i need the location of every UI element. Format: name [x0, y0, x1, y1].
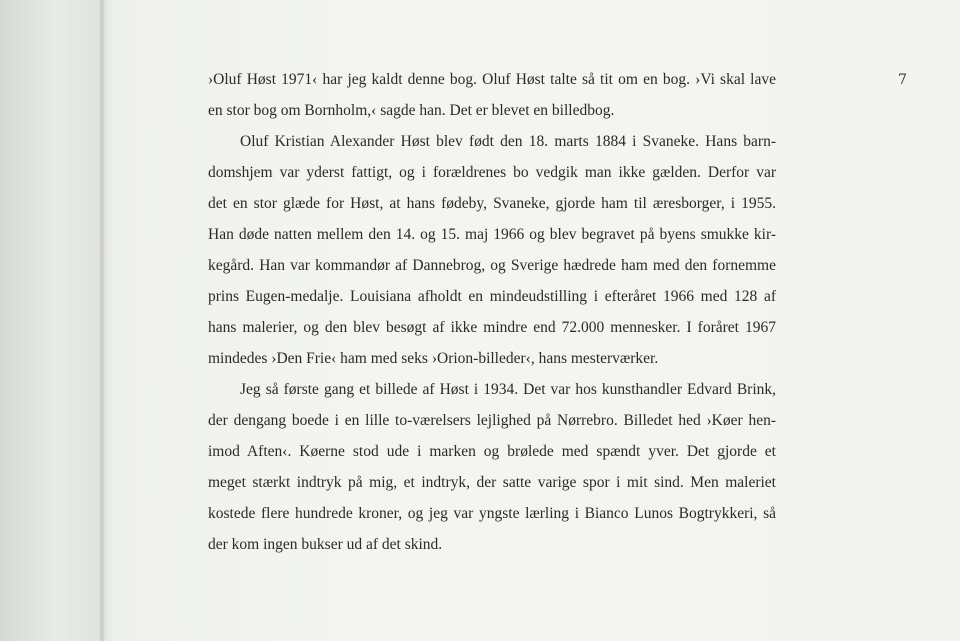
text-line: kegård. Han var kommandør af Dannebrog, og Sverige hædrede ham med den fornemme — [208, 257, 776, 274]
text-line: der dengang boede i en lille to-værelsers lejlighed på Nørrebro. Billedet hed ›Køer hen- — [208, 412, 776, 429]
text-line: kostede flere hundrede kroner, og jeg var yngste lærling i Bianco Lunos Bogtrykkeri, så — [208, 505, 776, 522]
page-number: 7 — [898, 72, 907, 88]
text-line: mindedes ›Den Frie‹ ham med seks ›Orion-billeder‹, hans mesterværker. — [208, 350, 659, 367]
text-line: domshjem var yderst fattigt, og i forældrenes bo vedgik man ikke gælden. Derfor var — [208, 164, 776, 181]
text-line: en stor bog om Bornholm,‹ sagde han. Det er blevet en billedbog. — [208, 102, 615, 119]
text-line: Han døde natten mellem den 14. og 15. maj 1966 og blev begravet på byens smukke kir- — [208, 226, 776, 243]
text-line: imod Aften‹. Køerne stod ude i marken og brølede med spændt yver. Det gjorde et — [208, 443, 776, 460]
text-line: prins Eugen-medalje. Louisiana afholdt en mindeudstilling i efteråret 1966 med 128 af — [208, 288, 776, 305]
text-line: Jeg så første gang et billede af Høst i 1934. Det var hos kunsthandler Edvard Brink, — [240, 381, 776, 398]
text-line: der kom ingen bukser ud af det skind. — [208, 536, 443, 553]
text-line: hans malerier, og den blev besøgt af ikke mindre end 72.000 mennesker. I foråret 1967 — [208, 319, 776, 336]
body-text — [208, 64, 776, 560]
text-line: ›Oluf Høst 1971‹ har jeg kaldt denne bog. Oluf Høst talte så tit om en bog. ›Vi skal lave — [208, 71, 776, 88]
text-line: Oluf Kristian Alexander Høst blev født den 18. marts 1884 i Svaneke. Hans barn- — [240, 133, 776, 150]
text-line: det en stor glæde for Høst, at hans fødeby, Svaneke, gjorde ham til æresborger, i 1955. — [208, 195, 776, 212]
text-line: meget stærkt indtryk på mig, et indtryk, der satte varige spor i mit sind. Men maleriet — [208, 474, 776, 491]
left-page-edge — [0, 0, 104, 641]
book-gutter — [100, 0, 114, 641]
